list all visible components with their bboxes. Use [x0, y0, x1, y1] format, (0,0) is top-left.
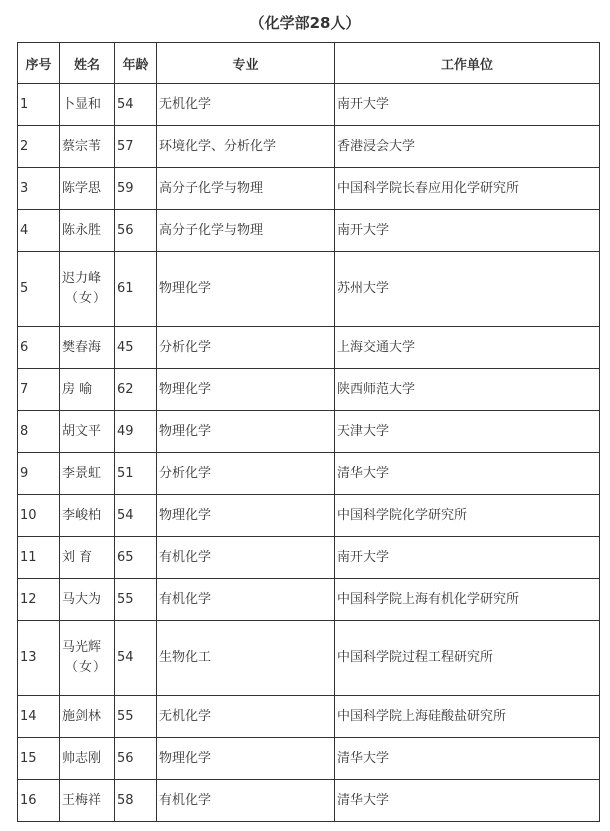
cell-name	[60, 453, 115, 495]
cell-unit: 中国科学院化学研究所	[335, 495, 600, 537]
cell-no: 10	[18, 495, 60, 537]
cell-major: 高分子化学与物理	[157, 168, 335, 210]
cell-name	[60, 126, 115, 168]
table-row	[18, 579, 600, 621]
name-text: 卜显和	[62, 96, 102, 112]
cell-no: 8	[18, 411, 60, 453]
cell-no: 14	[18, 696, 60, 738]
cell-unit: 南开大学	[335, 537, 600, 579]
cell-age: 54	[115, 84, 157, 126]
table-row	[18, 621, 600, 696]
cell-no: 5	[18, 252, 60, 327]
cell-no: 16	[18, 780, 60, 822]
cell-major: 有机化学	[157, 537, 335, 579]
name-text: 胡文平	[62, 423, 102, 439]
header-major: 专业	[157, 43, 335, 84]
header-unit: 工作单位	[335, 43, 600, 84]
table-row	[18, 210, 600, 252]
cell-unit: 中国科学院上海硅酸盐研究所	[335, 696, 600, 738]
name-text: 刘 育	[62, 549, 93, 565]
cell-major: 分析化学	[157, 327, 335, 369]
cell-no: 13	[18, 621, 60, 696]
cell-age: 55	[115, 696, 157, 738]
cell-unit: 中国科学院上海有机化学研究所	[335, 579, 600, 621]
cell-unit: 上海交通大学	[335, 327, 600, 369]
cell-major: 物理化学	[157, 369, 335, 411]
cell-age: 61	[115, 252, 157, 327]
cell-unit: 中国科学院长春应用化学研究所	[335, 168, 600, 210]
cell-name	[60, 738, 115, 780]
cell-major: 高分子化学与物理	[157, 210, 335, 252]
cell-age: 56	[115, 738, 157, 780]
cell-unit: 香港浸会大学	[335, 126, 600, 168]
cell-name	[60, 780, 115, 822]
cell-no: 2	[18, 126, 60, 168]
cell-name	[60, 327, 115, 369]
name-text: 房 喻	[62, 381, 93, 397]
cell-major: 物理化学	[157, 738, 335, 780]
cell-age: 58	[115, 780, 157, 822]
cell-no: 12	[18, 579, 60, 621]
cell-no: 6	[18, 327, 60, 369]
cell-name	[60, 579, 115, 621]
cell-age: 56	[115, 210, 157, 252]
name-text: 李景虹	[62, 465, 102, 481]
table-row	[18, 252, 600, 327]
cell-age: 59	[115, 168, 157, 210]
cell-unit: 南开大学	[335, 210, 600, 252]
cell-name	[60, 495, 115, 537]
cell-major: 物理化学	[157, 252, 335, 327]
header-age: 年龄	[115, 43, 157, 84]
cell-no: 11	[18, 537, 60, 579]
cell-unit: 清华大学	[335, 780, 600, 822]
cell-unit: 清华大学	[335, 453, 600, 495]
table-row	[18, 453, 600, 495]
header-no: 序号	[18, 43, 60, 84]
cell-name	[60, 369, 115, 411]
name-text: 陈永胜	[62, 222, 102, 238]
cell-age: 49	[115, 411, 157, 453]
table-row	[18, 537, 600, 579]
cell-age: 54	[115, 621, 157, 696]
cell-name	[60, 168, 115, 210]
cell-unit: 陕西师范大学	[335, 369, 600, 411]
name-text: 迟力峰	[62, 271, 102, 286]
table-row	[18, 369, 600, 411]
gender-note: （女）	[64, 660, 107, 675]
cell-name	[60, 84, 115, 126]
cell-unit: 中国科学院过程工程研究所	[335, 621, 600, 696]
cell-major: 有机化学	[157, 780, 335, 822]
cell-name	[60, 252, 115, 327]
cell-major: 生物化工	[157, 621, 335, 696]
table-row	[18, 411, 600, 453]
table-row	[18, 696, 600, 738]
cell-age: 62	[115, 369, 157, 411]
cell-no: 15	[18, 738, 60, 780]
cell-name	[60, 411, 115, 453]
cell-age: 65	[115, 537, 157, 579]
page-title: （化学部28人）	[249, 14, 361, 32]
table-body	[18, 84, 600, 822]
table-row	[18, 495, 600, 537]
name-text: 蔡宗苇	[62, 138, 102, 154]
gender-note: （女）	[64, 291, 107, 306]
cell-no: 1	[18, 84, 60, 126]
cell-major: 无机化学	[157, 84, 335, 126]
table-row	[18, 738, 600, 780]
cell-major: 物理化学	[157, 411, 335, 453]
cell-age: 54	[115, 495, 157, 537]
name-text: 陈学思	[62, 180, 102, 196]
table-row	[18, 168, 600, 210]
cell-unit: 南开大学	[335, 84, 600, 126]
table-header-row	[18, 43, 600, 84]
cell-name	[60, 537, 115, 579]
cell-major: 有机化学	[157, 579, 335, 621]
name-text: 帅志刚	[62, 750, 102, 766]
name-text: 李峻柏	[62, 507, 102, 523]
table-row	[18, 780, 600, 822]
cell-name	[60, 621, 115, 696]
cell-major: 分析化学	[157, 453, 335, 495]
cell-name	[60, 210, 115, 252]
cell-no: 9	[18, 453, 60, 495]
cell-major: 环境化学、分析化学	[157, 126, 335, 168]
header-name: 姓名	[60, 43, 115, 84]
cell-no: 4	[18, 210, 60, 252]
cell-unit: 清华大学	[335, 738, 600, 780]
cell-major: 物理化学	[157, 495, 335, 537]
cell-no: 3	[18, 168, 60, 210]
name-text: 马光辉	[62, 640, 102, 655]
cell-name	[60, 696, 115, 738]
cell-age: 57	[115, 126, 157, 168]
cell-age: 45	[115, 327, 157, 369]
name-text: 王梅祥	[62, 792, 102, 808]
name-text: 马大为	[62, 591, 102, 607]
table-row	[18, 327, 600, 369]
cell-unit: 苏州大学	[335, 252, 600, 327]
cell-age: 51	[115, 453, 157, 495]
name-text: 施剑林	[62, 708, 102, 724]
academician-table	[17, 42, 600, 822]
cell-unit: 天津大学	[335, 411, 600, 453]
cell-no: 7	[18, 369, 60, 411]
cell-age: 55	[115, 579, 157, 621]
cell-major: 无机化学	[157, 696, 335, 738]
table-row	[18, 126, 600, 168]
name-text: 樊春海	[62, 339, 102, 355]
table-row	[18, 84, 600, 126]
